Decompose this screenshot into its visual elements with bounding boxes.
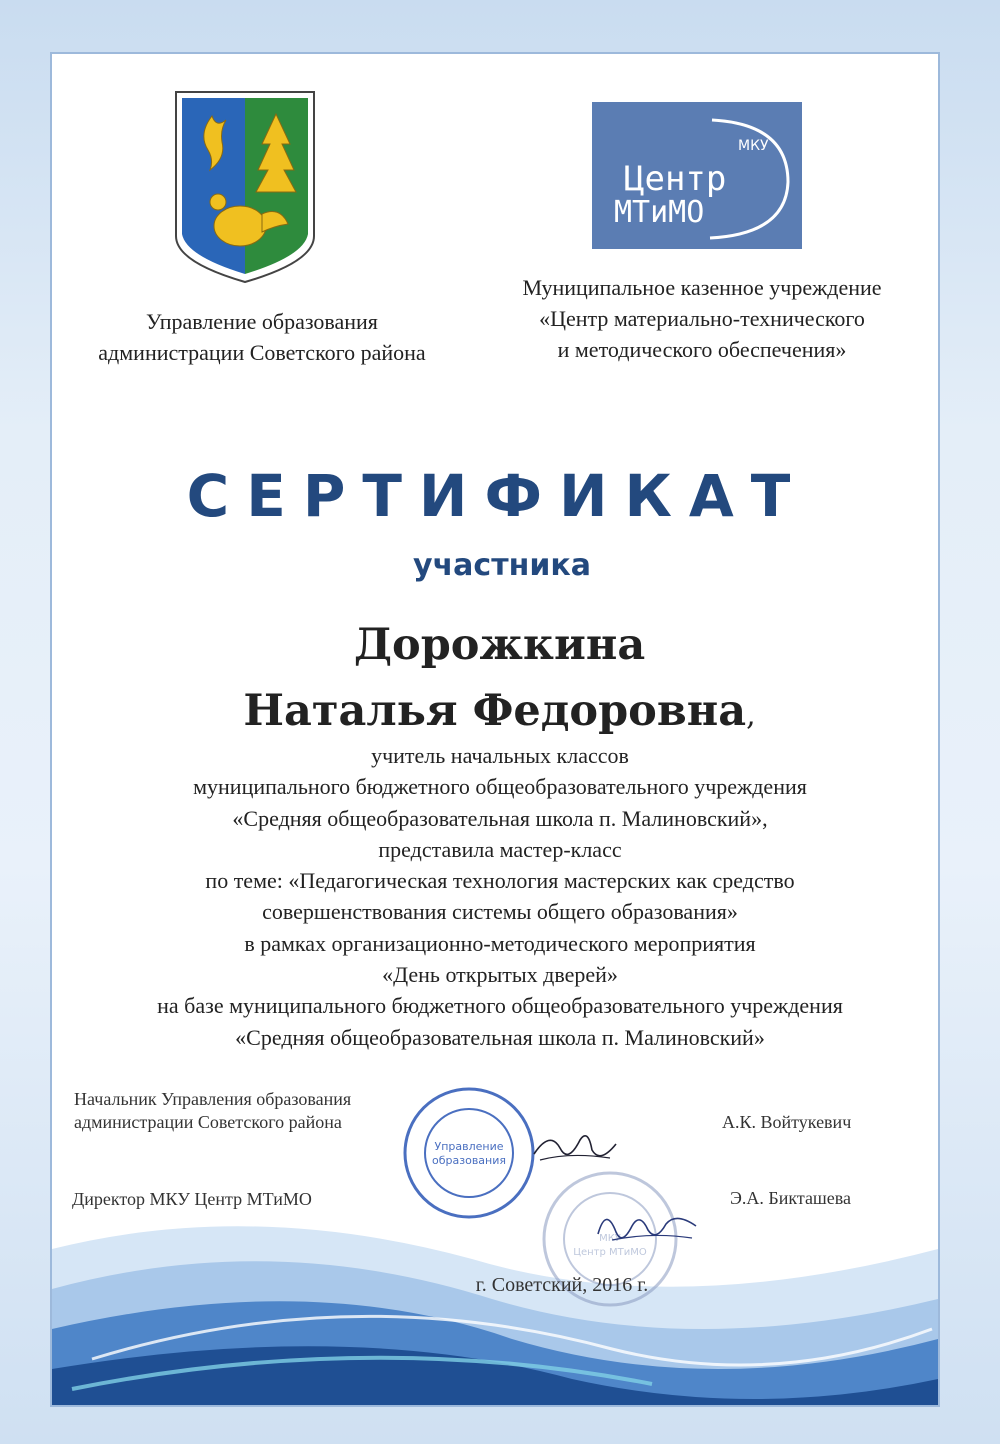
body-line: представила мастер-класс <box>378 836 622 862</box>
body-line: «День открытых дверей» <box>382 962 618 988</box>
left-organization-name <box>62 306 462 368</box>
body-line: муниципального бюджетного общеобразовательного учреждения <box>193 774 807 800</box>
certificate-title: СЕРТИФИКАТ <box>186 462 808 530</box>
recipient-surname: Дорожкина <box>353 620 646 670</box>
certificate-sheet <box>50 52 940 1407</box>
body-line: «Средняя общеобразовательная школа п. Малиновский» <box>235 1024 765 1050</box>
right-org-line: «Центр материально-технического <box>539 306 865 331</box>
right-organization-name <box>472 272 932 365</box>
certificate-subtitle: участника <box>413 548 591 583</box>
coat-of-arms-icon <box>170 86 320 286</box>
mku-logo <box>592 102 802 249</box>
recipient-given-names <box>52 686 940 736</box>
signatory-2-title <box>72 1188 312 1211</box>
right-org-line: и методического обеспечения» <box>557 337 847 362</box>
left-org-line: Управление образования <box>146 309 378 334</box>
svg-text:МКУ: МКУ <box>599 1233 621 1244</box>
signatory-2-name: Э.А. Бикташева <box>730 1188 852 1208</box>
signatory-title-line: администрации Советского района <box>74 1112 342 1132</box>
svg-text:Центр МТиМО: Центр МТиМО <box>573 1247 647 1258</box>
wave-decoration <box>52 1209 938 1407</box>
city-and-year: г. Советский, 2016 г. <box>475 1274 649 1296</box>
signatory-1-title <box>74 1088 351 1134</box>
body-line: «Средняя общеобразовательная школа п. Малиновский», <box>232 805 768 831</box>
signatory-title-line: Директор МКУ Центр МТиМО <box>72 1189 312 1209</box>
left-org-line: администрации Советского района <box>98 340 426 365</box>
body-line: учитель начальных классов <box>371 743 629 768</box>
certificate-body <box>52 740 940 1053</box>
signature-icon <box>530 1124 620 1174</box>
signatory-1-name: А.К. Войтукевич <box>722 1112 852 1132</box>
body-line: на базе муниципального бюджетного общеобразовательного учреждения <box>157 993 843 1019</box>
signature-icon <box>592 1202 702 1252</box>
svg-text:Управление: Управление <box>434 1140 504 1153</box>
body-line: по теме: «Педагогическая технология мастерских как средство <box>205 868 795 894</box>
body-line: в рамках организационно-методического мероприятия <box>244 930 756 956</box>
body-line: совершенствования системы общего образования» <box>262 899 738 925</box>
recipient-given-names-text: Наталья Федоровна <box>243 686 747 736</box>
svg-text:Центр: Центр <box>624 159 727 199</box>
round-stamp-icon <box>400 1084 538 1222</box>
right-org-line: Муниципальное казенное учреждение <box>522 275 882 300</box>
svg-text:МТиМО: МТиМО <box>614 195 705 230</box>
recipient-comma: , <box>746 698 756 733</box>
mku-logo-graphic <box>592 102 802 249</box>
svg-text:МКУ: МКУ <box>738 138 769 154</box>
svg-text:образования: образования <box>432 1154 506 1167</box>
signatory-title-line: Начальник Управления образования <box>74 1089 352 1109</box>
